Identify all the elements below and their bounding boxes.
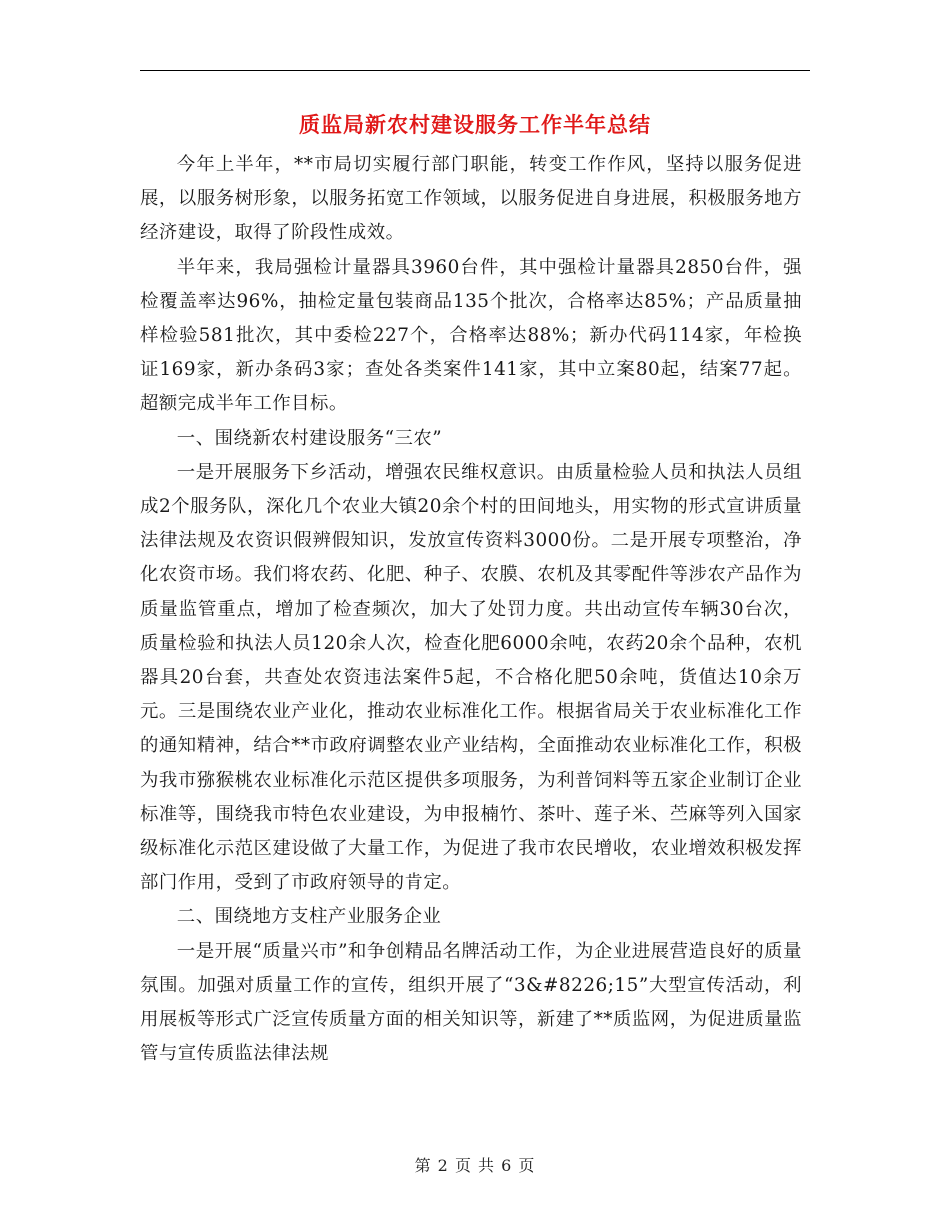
section-heading-1: 一、围绕新农村建设服务“三农” [176,427,443,449]
paragraph-intro: 今年上半年，**市局切实履行部门职能，转变工作作风，坚持以服务促进展，以服务树形象，以服务拓宽工作领域，以服务促进自身进展，积极服务地方经济建设，取得了阶段性成效。 [140,154,802,244]
section-heading-2: 二、围绕地方支柱产业服务企业 [176,906,442,928]
document-body [140,148,802,1071]
document-title: 质监局新农村建设服务工作半年总结 [299,112,651,137]
paragraph-statistics: 半年来，我局强检计量器具3960台件，其中强检计量器具2850台件，强检覆盖率达96%，抽检定量包装商品135个批次，合格率达85%；产品质量抽样检验581批次，其中委检227个，合格率达88%；新办代码114家，年检换证169家，新办条码3家；查处各类案件141家，其中立案80起，结案77起。超额完成半年工作目标。 [140,256,802,415]
paragraph-section-2: 一是开展“质量兴市”和争创精品名牌活动工作，为企业进展营造良好的质量氛围。加强对质量工作的宣传，组织开展了“3&#8226;15”大型宣传活动，利用展板等形式广泛宣传质量方面的相关知识等，新建了**质监网，为促进质量监管与宣传质监法律法规 [140,940,802,1065]
paragraph-section-1: 一是开展服务下乡活动，增强农民维权意识。由质量检验人员和执法人员组成2个服务队，深化几个农业大镇20余个村的田间地头，用实物的形式宣讲质量法律法规及农资识假辨假知识，发放宣传资料3000份。二是开展专项整治，净化农资市场。我们将农药、化肥、种子、农膜、农机及其零配件等涉农产品作为质量监管重点，增加了检查频次，加大了处罚力度。共出动宣传车辆30台次，质量检验和执法人员120余人次，检查化肥6000余吨，农药20余个品种，农机器具20台套，共查处农资违法案件5起，不合格化肥50余吨，货值达10余万元。三是围绕农业产业化，推动农业标准化工作。根据省局关于农业标准化工作的通知精神，结合**市政府调整农业产业结构，全面推动农业标准化工作，积极为我市猕猴桃农业标准化示范区提供多项服务，为利普饲料等五家企业制订企业标准等，围绕我市特色农业建设，为申报楠竹、茶叶、莲子米、苎麻等列入国家级标准化示范区建设做了大量工作，为促进了我市农民增收，农业增效积极发挥部门作用，受到了市政府领导的肯定。 [140,461,802,894]
header-rule [140,70,810,71]
page-footer: 第 2 页 共 6 页 [414,1156,536,1175]
